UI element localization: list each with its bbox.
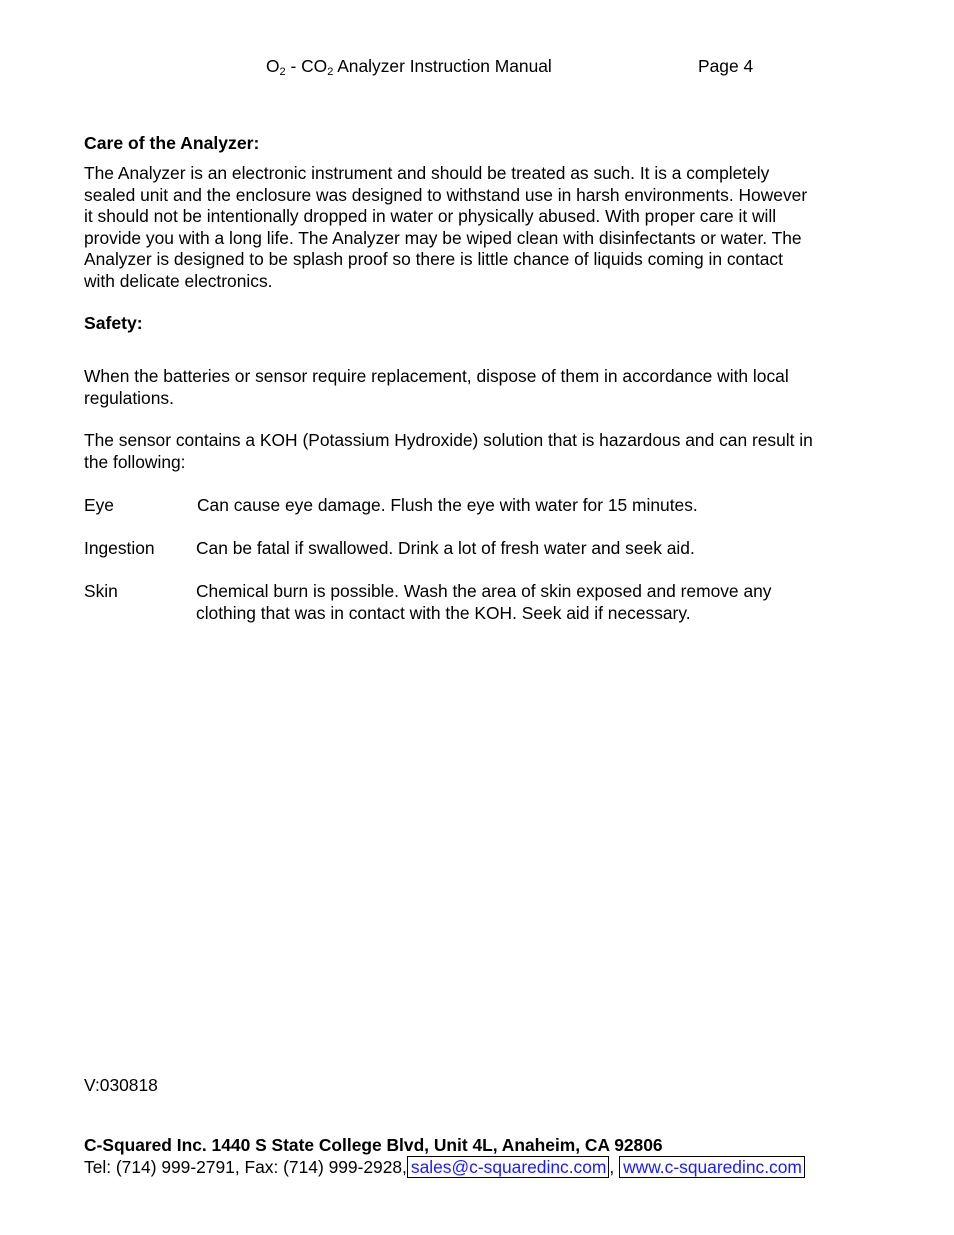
hazard-term-ingestion: Ingestion xyxy=(84,538,155,558)
care-paragraph xyxy=(84,163,884,293)
hazard-term-eye: Eye xyxy=(84,495,114,515)
website-link[interactable]: www.c-squaredinc.com xyxy=(619,1156,805,1178)
disposal-paragraph xyxy=(84,366,884,409)
contact-line xyxy=(84,1157,805,1179)
hazard-line: Chemical burn is possible. Wash the area of skin exposed and remove any xyxy=(196,581,772,601)
care-line: sealed unit and the enclosure was designed to withstand use in harsh environments. However xyxy=(84,184,808,205)
care-line: The Analyzer is an electronic instrument and should be treated as such. It is a completely xyxy=(84,163,770,183)
safety-heading: Safety: xyxy=(84,313,143,333)
version-code: V:030818 xyxy=(84,1075,158,1095)
hazard-desc-ingestion xyxy=(196,538,695,560)
care-line: it should not be intentionally dropped in water or physically abused. With proper care it will xyxy=(84,206,777,227)
care-line: Analyzer is designed to be splash proof so there is little chance of liquids coming in contact xyxy=(84,249,783,270)
disposal-line: When the batteries or sensor require replacement, dispose of them in accordance with local xyxy=(84,366,789,386)
care-line: provide you with a long life. The Analyzer may be wiped clean with disinfectants or water. The xyxy=(84,227,802,248)
hazard-line: Can cause eye damage. Flush the eye with water for 15 minutes. xyxy=(197,495,698,515)
care-heading: Care of the Analyzer: xyxy=(84,133,260,153)
hazard-desc-eye xyxy=(197,495,698,517)
company-address: C-Squared Inc. 1440 S State College Blvd, Unit 4L, Anaheim, CA 92806 xyxy=(84,1135,663,1155)
care-line: with delicate electronics. xyxy=(84,270,273,291)
hazard-desc-skin xyxy=(196,581,771,624)
disposal-line: regulations. xyxy=(84,387,174,408)
koh-line: the following: xyxy=(84,451,186,472)
hazard-term-skin: Skin xyxy=(84,581,118,601)
separator: , xyxy=(609,1157,615,1177)
koh-line: The sensor contains a KOH (Potassium Hydroxide) solution that is hazardous and can result in xyxy=(84,430,813,450)
koh-paragraph xyxy=(84,430,884,473)
hazard-line: Can be fatal if swallowed. Drink a lot of fresh water and seek aid. xyxy=(196,538,695,558)
manual-title: $O_2 - CO_2$ Analyzer Instruction Manual xyxy=(266,56,552,78)
email-link[interactable]: sales@c-squaredinc.com xyxy=(407,1156,610,1178)
phone-fax: Tel: (714) 999-2791, Fax: (714) 999-2928, xyxy=(84,1157,407,1177)
hazard-line: clothing that was in contact with the KOH. Seek aid if necessary. xyxy=(196,602,691,623)
page-number: Page 4 xyxy=(698,56,754,76)
